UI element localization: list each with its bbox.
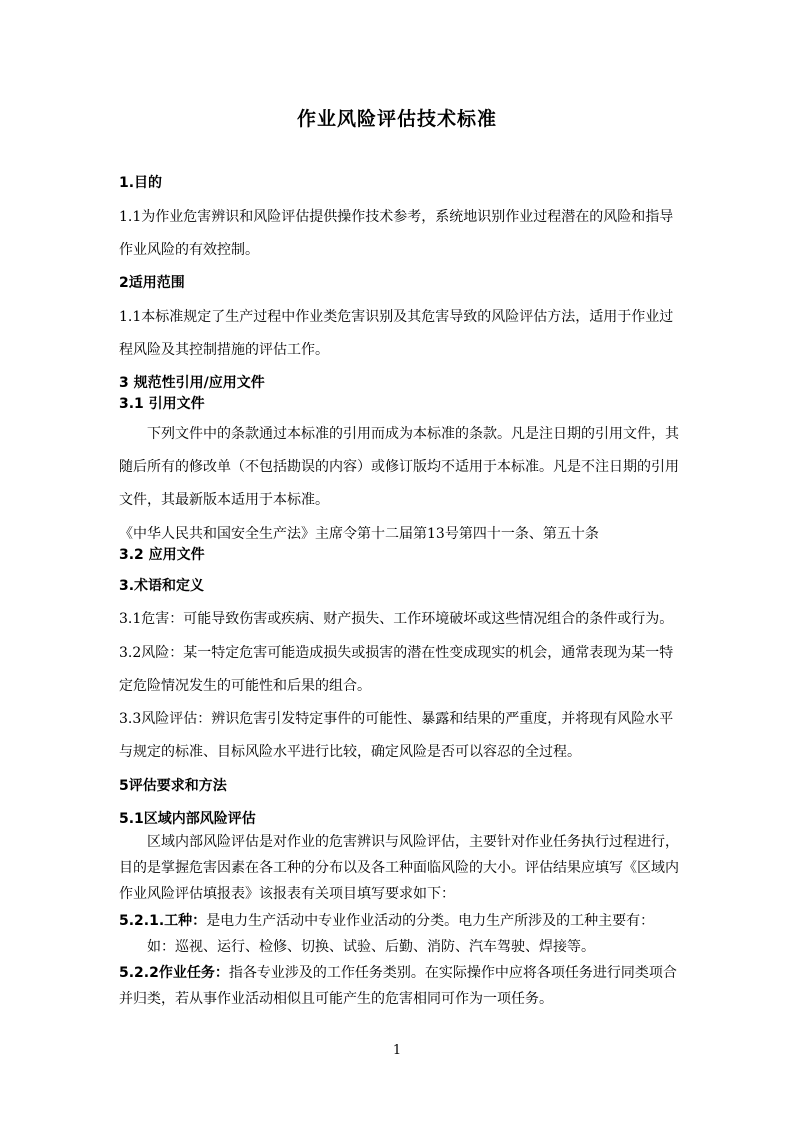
section-3-1-paragraph-line-1: 下列文件中的条款通过本标准的引用而成为本标准的条款。凡是注日期的引用文件，其	[147, 426, 679, 442]
section-3-1-heading: 3.1 引用文件	[119, 396, 205, 412]
page-number: 1	[392, 1043, 402, 1058]
section-5-1-heading: 5.1区域内部风险评估	[119, 811, 256, 827]
term-3-2-line-1: 3.2风险：某一特定危害可能造成损失或损害的潜在性变成现实的机会，通常表现为某一特	[119, 645, 674, 661]
section-3-1-paragraph-line-3: 文件，其最新版本适用于本标准。	[119, 492, 329, 508]
section-5-heading: 5评估要求和方法	[119, 778, 227, 794]
section-3-1-reference: 《中华人民共和国安全生产法》主席令第十二届第13号第四十一条、第五十条	[119, 526, 599, 542]
section-5-1-paragraph-line-1: 区域内部风险评估是对作业的危害辨识与风险评估，主要针对作业任务执行过程进行，	[147, 834, 679, 850]
section-5-2-1-examples: 如：巡视、运行、检修、切换、试验、后勤、消防、汽车驾驶、焊接等。	[147, 939, 595, 955]
term-3-3-line-2: 与规定的标准、目标风险水平进行比较，确定风险是否可以容忍的全过程。	[119, 744, 581, 760]
term-3-1: 3.1危害：可能导致伤害或疾病、财产损失、工作环境破坏或这些情况组合的条件或行为。	[119, 611, 674, 627]
section-1-paragraph-line-2: 作业风险的有效控制。	[119, 242, 259, 258]
section-5-2-1-text: 是电力生产活动中专业作业活动的分类。电力生产所涉及的工种主要有：	[206, 913, 655, 929]
section-2-paragraph-line-2: 程风险及其控制措施的评估工作。	[119, 342, 329, 358]
document-title: 作业风险评估技术标准	[296, 108, 497, 130]
section-2-paragraph-line-1: 1.1本标准规定了生产过程中作业类危害识别及其危害导致的风险评估方法，适用于作业过	[119, 309, 674, 325]
section-2-heading: 2适用范围	[119, 275, 185, 291]
section-3-1-paragraph-line-2: 随后所有的修改单（不包括勘误的内容）或修订版均不适用于本标准。凡是不注日期的引用	[119, 459, 679, 475]
terms-heading: 3.术语和定义	[119, 578, 205, 594]
term-3-3-line-1: 3.3风险评估：辨识危害引发特定事件的可能性、暴露和结果的严重度，并将现有风险水平	[119, 711, 674, 727]
section-5-2-1-line	[119, 910, 679, 930]
section-5-2-2-label: 5.2.2作业任务：	[119, 965, 229, 981]
section-3-2-heading: 3.2 应用文件	[119, 547, 205, 563]
section-1-paragraph-line-1: 1.1为作业危害辨识和风险评估提供操作技术参考，系统地识别作业过程潜在的风险和指导	[119, 209, 674, 225]
section-5-2-2-text-1: 指各专业涉及的工作任务类别。在实际操作中应将各项任务进行同类项合	[228, 965, 677, 981]
section-5-2-2-line-2: 并归类，若从事作业活动相似且可能产生的危害相同可作为一项任务。	[119, 991, 553, 1007]
section-3-heading: 3 规范性引用/应用文件	[119, 375, 265, 391]
section-5-2-1-label: 5.2.1.工种：	[119, 913, 207, 929]
term-3-2-line-2: 定危险情况发生的可能性和后果的组合。	[119, 678, 371, 694]
section-1-heading: 1.目的	[119, 175, 163, 191]
section-5-1-paragraph-line-2: 目的是掌握危害因素在各工种的分布以及各工种面临风险的大小。评估结果应填写《区域内	[119, 860, 679, 876]
section-5-1-paragraph-line-3: 作业风险评估填报表》该报表有关项目填写要求如下：	[119, 886, 455, 902]
section-5-2-2-line-1	[119, 962, 679, 982]
